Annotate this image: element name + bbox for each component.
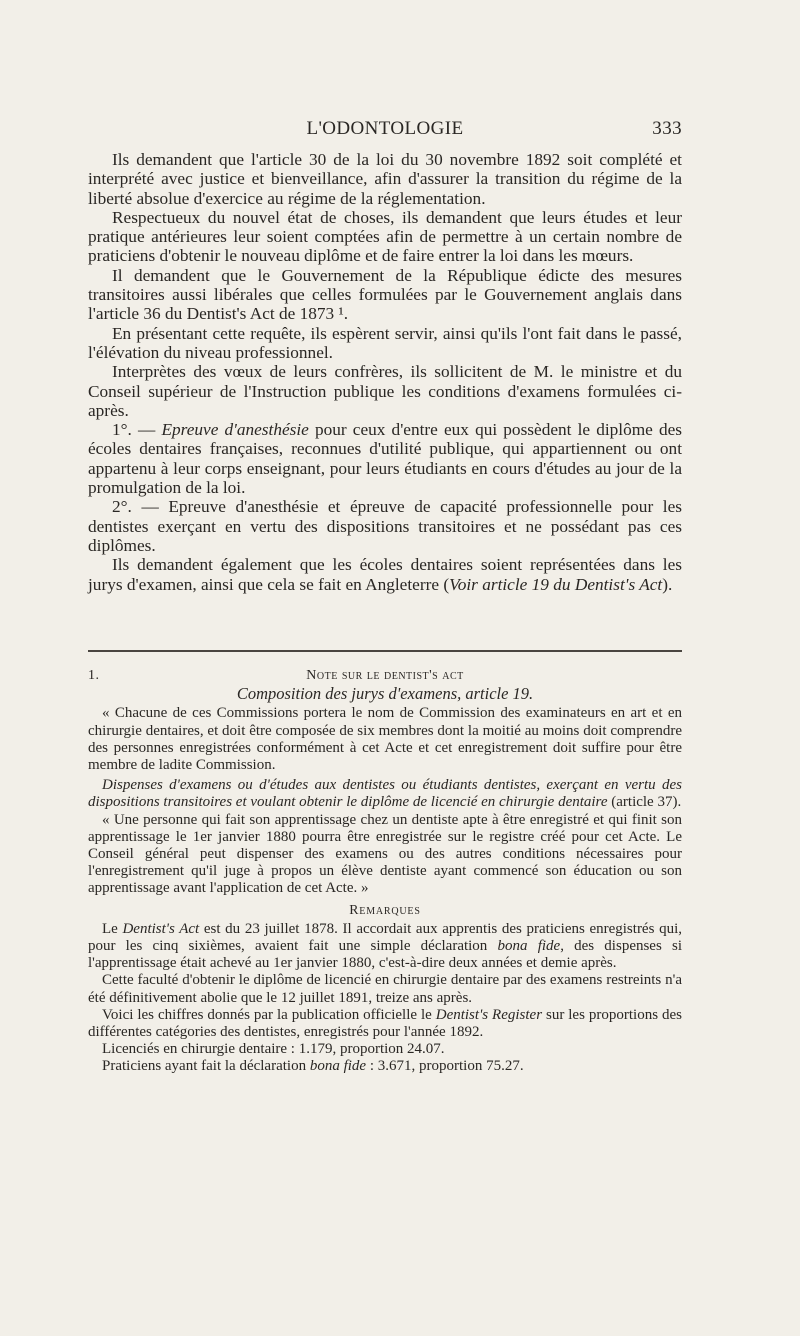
paragraph: En présentant cette requête, ils espèrent servir, ainsi qu'ils l'ont fait dans le passé, l'élévation du niveau professionnel. — [88, 323, 682, 362]
text-run: 1°. — — [112, 420, 162, 440]
footnote-separator — [88, 650, 682, 652]
paragraph — [88, 921, 682, 973]
page-number: 333 — [652, 118, 682, 139]
text-run: sur les proportions des différentes catégories des dentistes, enregistrés pour l'année 1892. — [88, 1006, 682, 1041]
paragraph: Respectueux du nouvel état de choses, ils demandent que leurs études et leur pratique antérieures leur soient comptées afin de permettre à un certain nombre de praticiens d'obtenir le nouveau diplôme et de faire entrer la loi dans les mœurs. — [88, 207, 682, 266]
paragraph: Interprètes des vœux de leurs confrères, ils sollicitent de M. le ministre et du Conseil supérieur de l'Instruction publique les conditions d'examens formulées ci-après. — [88, 362, 682, 420]
footnote-heading — [88, 667, 682, 684]
text-run: : 3.671, proportion 75.27. — [366, 1058, 524, 1075]
text-run: Ils demandent également que les écoles dentaires soient représentées dans les jurys d'examen, ainsi que cela se fait en Angleterre ( — [88, 555, 682, 594]
quotation: « Chacune de ces Commissions portera le nom de Commission des examinateurs en art et en chirurgie dentaires, et doit être composée de six membres dont la moitié au moins doit comprendre des personnes enregistrées conformément à cet Acte et cet enregistrement doit suffire pour être membre de ladite Commission. — [88, 705, 682, 774]
running-header — [88, 118, 682, 144]
italic-run: Dispenses d'examens ou d'études aux dentistes ou étudiants dentistes, exerçant en vertu des dispositions transitoires et voulant obtenir le diplôme de licencié en chirurgie dentaire — [88, 777, 682, 811]
main-text — [88, 150, 682, 594]
journal-title: L'ODONTOLOGIE — [306, 118, 464, 139]
paragraph: 2°. — Epreuve d'anesthésie et épreuve de capacité professionnelle pour les dentistes exerçant en vertu des dispositions transitoires et ne possédant pas ces diplômes. — [88, 497, 682, 555]
italic-run: Voir article 19 du Dentist's Act — [449, 574, 663, 594]
footnote-title: Note sur le dentist's act — [306, 668, 464, 683]
remarks-heading: Remarques — [349, 901, 421, 917]
italic-run: Dentist's Act — [122, 920, 200, 937]
paragraph: Cette faculté d'obtenir le diplôme de licencié en chirurgie dentaire par des examens restreints n'a été définitivement abolie que le 12 juillet 1891, treize ans après. — [88, 972, 682, 1006]
text-run: pour ceux d'entre eux qui possèdent le diplôme des écoles dentaires françaises, reconnues d'utilité publique, qui appartiennent ou ont appartenu à leur corps enseignant, pour leurs étudiants en cours d'études au jour de la promulgation de la loi. — [88, 420, 683, 498]
paragraph: Licenciés en chirurgie dentaire : 1.179, proportion 24.07. — [102, 1041, 445, 1058]
text-run: Praticiens ayant fait la déclaration — [102, 1058, 310, 1075]
paragraph — [88, 420, 682, 497]
footnote-number: 1. — [88, 668, 100, 683]
text-run: Le — [102, 920, 123, 937]
paragraph — [88, 777, 682, 811]
italic-run: Dentist's Register — [435, 1006, 543, 1023]
italic-run: bona fide — [497, 938, 561, 955]
text-run: Voici les chiffres donnés par la publication officielle le — [102, 1006, 436, 1023]
paragraph: Il demandent que le Gouvernement de la République édicte des mesures transitoires aussi libérales que celles formulées par le Gouvernement anglais dans l'article 36 du Dentist's Act de 1873 ¹. — [88, 265, 682, 324]
paragraph: Ils demandent que l'article 30 de la loi du 30 novembre 1892 soit complété et interprété avec justice et bienveillance, afin d'assurer la transition du régime de la liberté absolue d'exercice au régime de la réglementation. — [88, 150, 682, 208]
text-run: , des dispenses si l'apprentissage était achevé au 1er janvier 1880, c'est-à-dire deux années et demie après. — [88, 938, 682, 972]
italic-run: Epreuve d'anesthésie — [161, 420, 309, 440]
paragraph — [88, 555, 682, 594]
text-run: ). — [662, 574, 673, 594]
text-run: est du 23 juillet 1878. Il accordait aux apprentis des praticiens enregistrés qui, pour les cinq sixièmes, avaient fait une simple déclaration — [88, 920, 682, 955]
footnote-block — [88, 667, 682, 1076]
italic-run: bona fide — [309, 1058, 367, 1075]
quotation: « Une personne qui fait son apprentissage chez un dentiste apte à être enregistré et qui finit son apprentissage le 1er janvier 1880 pourra être enregistrée sur le registre créé pour cet Acte. Le Conseil général peut dispenser des examens ou des autres conditions nécessaires pour l'enregistrement qu'il juge à propos un élève dentiste ayant commencé son éducation ou son apprentissage avant l'application de cet Acte. » — [88, 811, 682, 897]
text-run: (article 37). — [607, 794, 682, 811]
paragraph — [88, 1058, 682, 1075]
paragraph — [88, 1007, 682, 1041]
footnote-subheading: Composition des jurys d'examens, article 19. — [236, 684, 534, 704]
